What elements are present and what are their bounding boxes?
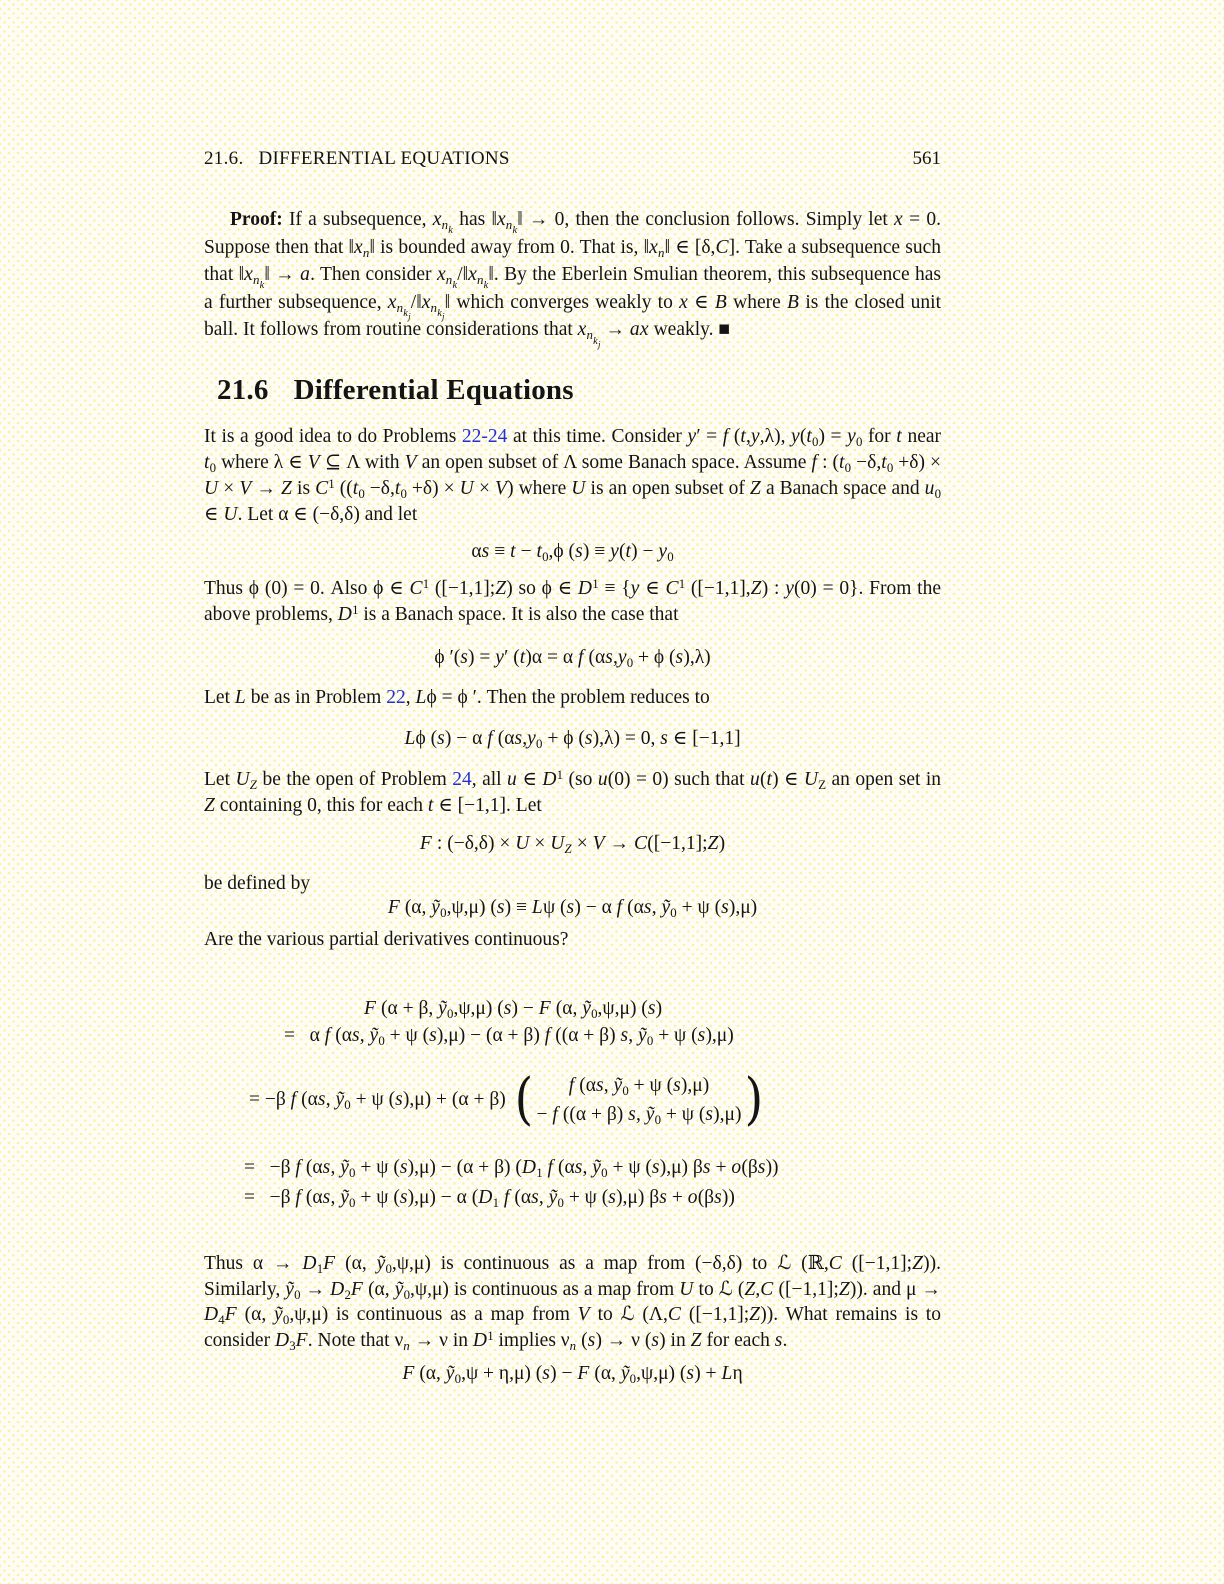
running-head-left [204, 148, 510, 170]
proof-label: Proof: [230, 209, 283, 230]
derivation-line-3-head: = −β f (αs, ỹ$_0$ + ψ (s),μ) + (α + β) [249, 1089, 511, 1113]
derivation-line-3-top: f (αs, ỹ$_0$ + ψ (s),μ) [568, 1075, 710, 1099]
running-title: DIFFERENTIAL EQUATIONS [258, 148, 510, 169]
derivation-line-3 [204, 1067, 941, 1133]
equation-substitution: $\alpha s \equiv t - t_0,\phi$ $(s) \equiv y(t) - y_0$ [471, 541, 674, 565]
derivation-line-3-bottom: − f ((α + β) s, ỹ$_0$ + ψ (s),μ) [536, 1104, 742, 1128]
big-left-paren: ( [514, 1067, 533, 1133]
running-head [204, 148, 941, 170]
page-number: 561 [912, 148, 941, 169]
equation-final: F (α, ỹ$_0$,ψ + η,μ) (s) − F (α, ỹ$_0$,ψ,μ) (s) + Lη [402, 1363, 743, 1387]
paragraph-thus: Thus ϕ (0) = 0. Also ϕ ∈ $C^1$ ([−1,1];Z) so ϕ ∈ $D^1 \equiv \{y$ ∈ $C^1$ ([−1,1],Z) : y(0) = 0}. From the above problems, $D^1$ is a Banach space. It is also the case that [204, 577, 941, 626]
equation-f-definition: F (α, ỹ$_0$,ψ,μ) (s) ≡ Lψ (s) − α f (αs, ỹ$_0$ + ψ (s),μ) [387, 897, 758, 921]
paragraph-let-l [204, 685, 941, 711]
paragraph-let-l-pre: Let L be as in Problem [204, 687, 387, 709]
derivation-line-2: = α f (αs, ỹ$_0$ + ψ (s),μ) − (α + β) f ((α + β) s, ỹ$_0$ + ψ (s),μ) [284, 1025, 734, 1049]
equation-phi-prime: ϕ ′(s) = y′ (t)α = α f ($\alpha s,y_0 + \phi$ (s),λ) [434, 647, 711, 671]
big-right-paren: ) [745, 1067, 764, 1133]
derivation-line-4: = −β f (αs, ỹ$_0$ + ψ (s),μ) − (α + β) ($D_1$ f (αs, ỹ$_0$ + ψ (s),μ) βs + o(βs)) [244, 1157, 779, 1181]
derivation-line-3-stack [537, 1071, 742, 1129]
text-column [204, 0, 941, 1385]
problems-22-24-link[interactable]: 22-24 [461, 426, 508, 448]
running-section-number: 21.6. [204, 148, 244, 169]
section-heading-number: 21.6 [217, 374, 269, 407]
proof-text: If a subsequence, $x_{n_k}$ has $‖x_{n_k}‖ \to 0$, then the conclusion follows. Simply let x = 0. Suppose then that $‖x_n‖$ is bounded away from 0. That is, $‖x_n‖$ ∈ [δ,C]. Take a subsequence such that $‖x_{n_k}‖ \to a$. Then consider $x_{n_k}/‖x_{n_k}‖$. By the Eberlein Smulian theorem, this subsequence has a further subsequence, $x_{n_{k_j}}/‖x_{n_{k_j}}‖$ which converges weakly to x ∈ B where B is the closed unit ball. It follows from routine considerations that $x_{n_{k_j}}$ → ax weakly. ■ [204, 209, 942, 350]
derivation-block [204, 996, 941, 1211]
derivation-line-5: = −β f (αs, ỹ$_0$ + ψ (s),μ) − α ($D_1$ f (αs, ỹ$_0$ + ψ (s),μ) βs + o(βs)) [244, 1187, 735, 1211]
problem-22-link[interactable]: 22 [386, 687, 406, 709]
paragraph-intro-pre: It is a good idea to do Problems [204, 426, 462, 448]
proof-paragraph [204, 206, 942, 350]
paragraph-let-l-post: , Lϕ = ϕ ′. Then the problem reduces to [405, 687, 710, 709]
paragraph-continuity: Thus $\alpha \to D_1F$ (α, ỹ$_0$,ψ,μ) is continuous as a map from (−δ,δ) to ℒ (ℝ,C ([−1,1];Z)). Similarly, ỹ$_0$ → $D_2F$ (α, ỹ$_0$,ψ,μ) is continuous as a map from U to ℒ (Z,C ([−1,1];Z)). and $\mu \to D_4F$ (α, ỹ$_0$,ψ,μ) is continuous as a map from V to ℒ (Λ,C ([−1,1];Z)). What remains is to consider $D_3F$. Note that $\nu_n \to \nu$ in $D^1$ implies $\nu_n$ (s) → ν (s) in Z for each s. [204, 1253, 942, 1353]
equation-reduced-problem: Lϕ (s) − α f ($\alpha s,y_0 + \phi$ (s),λ) = 0, s ∈ [−1,1] [404, 728, 741, 752]
equation-f-domain: F : $(-\delta,\delta) \times U \times U_Z \times V$ → C([−1,1];Z) [419, 833, 726, 857]
paragraph-intro [204, 424, 941, 528]
section-heading [217, 374, 941, 407]
paragraph-let-uz-post: , all u ∈ $D^1$ (so u(0) = 0) such that u(t) ∈ $U_Z$ an open set in Z containing 0, this for each t ∈ [−1,1]. Let [204, 768, 942, 817]
paragraph-let-uz [204, 767, 941, 819]
paragraph-question: Are the various partial derivatives continuous? [204, 929, 569, 951]
paragraph-be-defined: be defined by [204, 873, 311, 895]
problem-24-link[interactable]: 24 [452, 769, 472, 791]
section-heading-title: Differential Equations [293, 374, 574, 407]
paragraph-let-uz-pre: Let $U_Z$ be the open of Problem [204, 769, 453, 793]
derivation-line-1: F (α + β, ỹ$_0$,ψ,μ) (s) − F (α, ỹ$_0$,ψ,μ) (s) [364, 998, 663, 1022]
paragraph-intro-post: at this time. Consider y′ = f (t,y,λ), $y(t_0) = y_0$ for t near $t_0$ where λ ∈ V ⊆ Λ with V an open subset of Λ some Banach space. Assume f : $(t_0 -\delta,t_0 +\delta) \times U \times V \to Z$ is $C^1$ $((t_0 -\delta,t_0 +\delta) \times U \times V)$ where U is an open subset of Z a Banach space and $u_0$ ∈ U. Let α ∈ (−δ,δ) and let [204, 426, 941, 526]
